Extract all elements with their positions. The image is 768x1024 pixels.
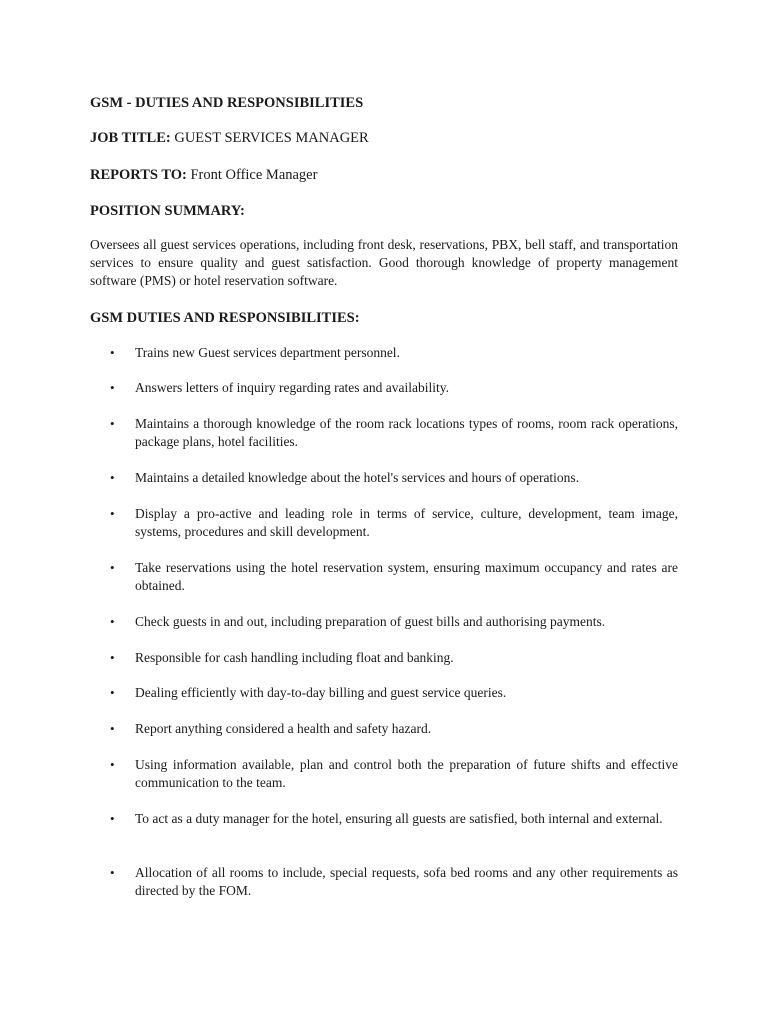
job-title-line: [90, 128, 369, 148]
job-title-value: GUEST SERVICES MANAGER: [174, 130, 369, 146]
duty-item: [90, 415, 678, 451]
duty-item-text: Take reservations using the hotel reservation system, ensuring maximum occupancy and rates are obtained.: [135, 560, 678, 593]
document-title: GSM - DUTIES AND RESPONSIBILITIES: [90, 95, 364, 111]
duty-item: [90, 649, 678, 667]
duty-item: [90, 684, 678, 702]
reports-to-label: REPORTS TO:: [90, 167, 187, 183]
duty-item: [90, 613, 678, 631]
duty-item: [90, 559, 678, 595]
bullet-icon: •: [110, 650, 115, 665]
duty-item-text: Responsible for cash handling including float and banking.: [135, 650, 454, 665]
bullet-icon: •: [110, 757, 115, 772]
bullet-icon: •: [110, 560, 115, 575]
bullet-icon: •: [110, 685, 115, 700]
duty-item-text: Trains new Guest services department personnel.: [135, 345, 400, 360]
reports-to-line: [90, 165, 317, 185]
duty-item-text: Display a pro-active and leading role in terms of service, culture, development, team image, systems, procedures and skill development.: [135, 506, 678, 539]
duty-item: [90, 344, 678, 362]
duty-item: [90, 720, 678, 738]
duty-item-text: Using information available, plan and control both the preparation of future shifts and effective communication to the team.: [135, 757, 678, 790]
bullet-icon: •: [110, 506, 115, 521]
duty-item-text: Check guests in and out, including preparation of guest bills and authorising payments.: [135, 614, 606, 629]
bullet-icon: •: [110, 721, 115, 736]
duties-heading: GSM DUTIES AND RESPONSIBILITIES:: [90, 310, 360, 326]
bullet-icon: •: [110, 470, 115, 485]
duty-item: [90, 756, 678, 792]
duty-item-text: To act as a duty manager for the hotel, ensuring all guests are satisfied, both internal and external.: [135, 811, 663, 826]
bullet-icon: •: [110, 380, 115, 395]
duty-item: [90, 469, 678, 487]
position-summary-heading: POSITION SUMMARY:: [90, 203, 245, 219]
job-title-label: JOB TITLE:: [90, 130, 171, 146]
duty-item-text: Maintains a detailed knowledge about the hotel's services and hours of operations.: [135, 470, 580, 485]
duty-item-text: Dealing efficiently with day-to-day billing and guest service queries.: [135, 685, 507, 700]
reports-to-value: Front Office Manager: [190, 167, 318, 183]
position-summary-text: Oversees all guest services operations, including front desk, reservations, PBX, bell staff, and transportation services to ensure quality and guest satisfaction. Good thorough knowledge of property management software (PMS) or hotel reservation software.: [90, 237, 678, 288]
duty-item: [90, 810, 678, 828]
duty-item: [90, 864, 678, 900]
bullet-icon: •: [110, 865, 115, 880]
bullet-icon: •: [110, 811, 115, 826]
duty-item-text: Allocation of all rooms to include, special requests, sofa bed rooms and any other requirements as directed by the FOM.: [135, 865, 678, 898]
duty-item-text: Maintains a thorough knowledge of the room rack locations types of rooms, room rack operations, package plans, hotel facilities.: [135, 416, 678, 449]
bullet-icon: •: [110, 416, 115, 431]
duty-item: [90, 379, 678, 397]
bullet-icon: •: [110, 614, 115, 629]
duty-item-text: Report anything considered a health and safety hazard.: [135, 721, 432, 736]
bullet-icon: •: [110, 345, 115, 360]
duty-item: [90, 505, 678, 541]
duty-item-text: Answers letters of inquiry regarding rates and availability.: [135, 380, 450, 395]
